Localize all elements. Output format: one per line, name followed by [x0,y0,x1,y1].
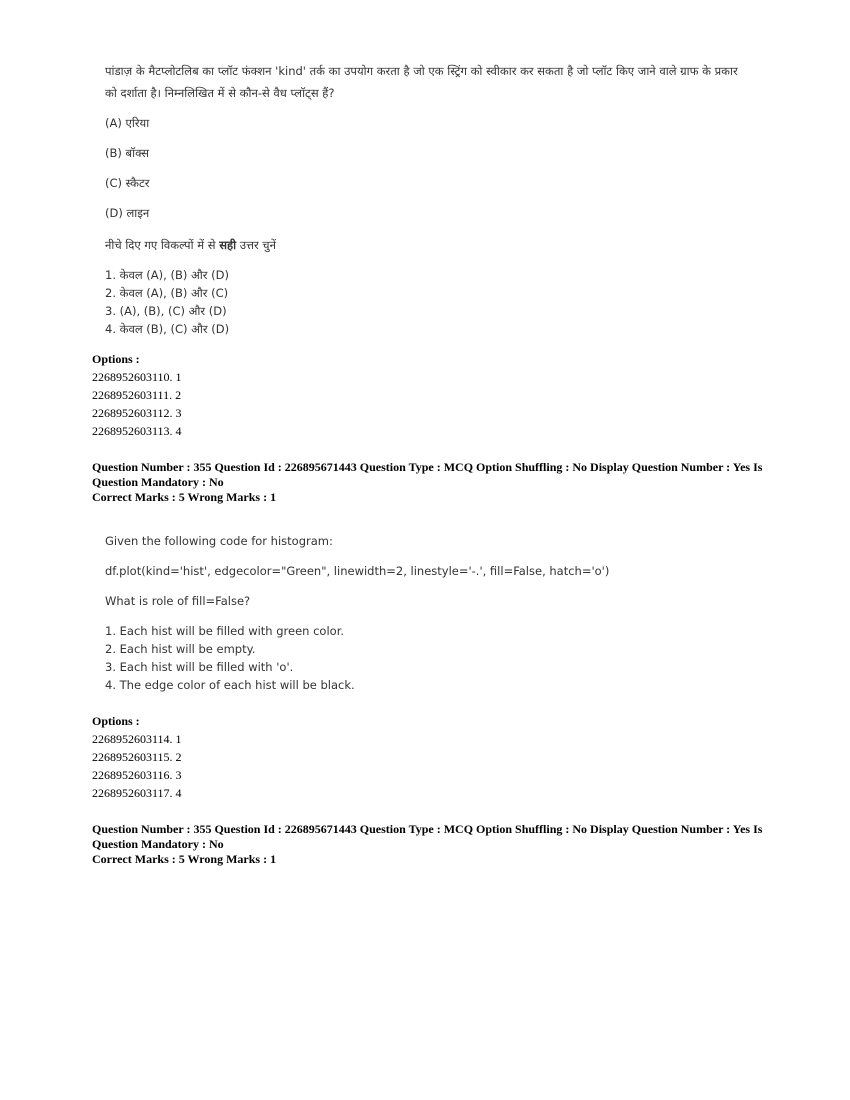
question-mandatory: Question Mandatory : No [92,475,224,489]
choice-item: 4. केवल (B), (C) और (D) [105,322,230,336]
statement-b: (B) बॉक्स [105,146,150,160]
choice-item: 1. Each hist will be filled with green color. [105,624,345,638]
instruction-suffix: उत्तर चुनें [236,238,276,252]
choice-item: 2. केवल (A), (B) और (C) [105,286,229,300]
statement-d: (D) लाइन [105,206,150,220]
statement-a: (A) एरिया [105,116,150,130]
question-1-text: पांडाज़ के मैटप्लोटलिब का प्लॉट फंक्शन 'kind' तर्क का उपयोग करता है जो एक स्ट्रिंग को स्वीकार कर सकता है जो प्लॉट किए जाने वाले ग्राफ के प्रकार को दर्शाता है। निम्नलिखित में से कौन-से वैध प्लॉट्स हैं? [105,64,738,100]
question-mandatory: Question Mandatory : No [92,837,224,851]
question-2-code: df.plot(kind='hist', edgecolor="Green", linewidth=2, linestyle='-.', fill=False, hatch='o') [105,564,610,578]
option-id-row: 2268952603112. 3 [92,406,182,420]
choice-item: 4. The edge color of each hist will be black. [105,678,355,692]
instruction-bold: सही [219,238,237,252]
statement-c: (C) स्कैटर [105,176,150,190]
question-2-intro: Given the following code for histogram: [105,534,333,548]
options-title: Options : [92,352,140,366]
options-block-2 [92,712,772,802]
option-id-row: 2268952603115. 2 [92,750,182,764]
question-2-ask: What is role of fill=False? [105,594,251,608]
instruction-prefix: नीचे दिए गए विकल्पों में से [105,238,220,252]
choice-item: 1. केवल (A), (B) और (D) [105,268,229,282]
option-id-row: 2268952603110. 1 [92,370,182,384]
question-meta-line: Question Number : 355 Question Id : 226895671443 Question Type : MCQ Option Shuffling : No Display Question Number : Yes Is [92,460,763,474]
question-meta-1 [92,460,772,505]
option-id-row: 2268952603116. 3 [92,768,182,782]
marks-line: Correct Marks : 5 Wrong Marks : 1 [92,490,277,504]
marks-line: Correct Marks : 5 Wrong Marks : 1 [92,852,277,866]
option-id-row: 2268952603117. 4 [92,786,182,800]
option-id-row: 2268952603114. 1 [92,732,182,746]
question-meta-line: Question Number : 355 Question Id : 226895671443 Question Type : MCQ Option Shuffling : No Display Question Number : Yes Is [92,822,763,836]
question-1 [105,60,745,338]
question-meta-2 [92,822,772,867]
choice-item: 3. Each hist will be filled with 'o'. [105,660,294,674]
option-id-row: 2268952603111. 2 [92,388,182,402]
choice-item: 3. (A), (B), (C) और (D) [105,304,227,318]
options-block-1 [92,350,772,440]
option-id-row: 2268952603113. 4 [92,424,182,438]
choice-item: 2. Each hist will be empty. [105,642,256,656]
choice-list-2 [105,622,745,694]
question-2 [105,532,745,694]
instruction [105,236,745,254]
choice-list-1 [105,266,745,338]
options-title: Options : [92,714,140,728]
